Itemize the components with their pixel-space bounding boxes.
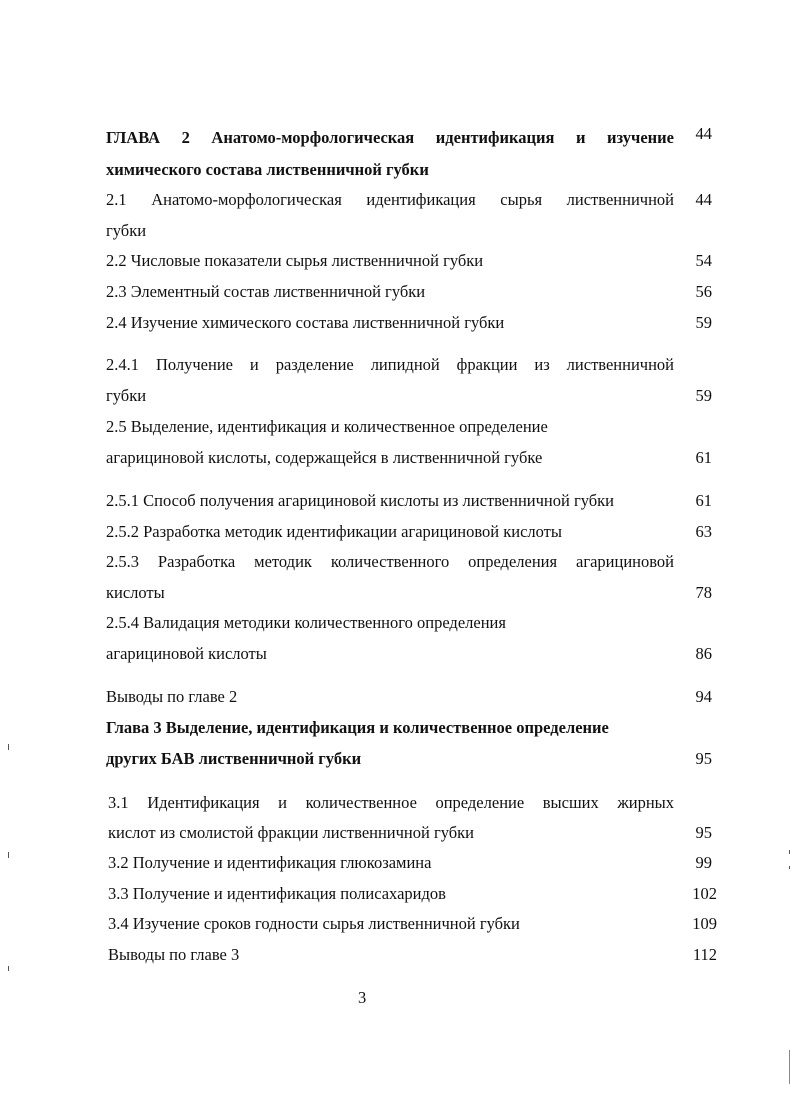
toc-page-ch3: 95 <box>695 749 712 768</box>
toc-entry-ch2-line1: ГЛАВА 2 Анатомо-морфологическая идентификация и изучение <box>106 128 674 147</box>
toc-entry-2-4-1-line1: 2.4.1 Получение и разделение липидной фракции из лиственничной <box>106 355 674 374</box>
scan-speck <box>789 866 790 869</box>
page-number: 3 <box>358 988 367 1007</box>
toc-entry-2-1-line2: губки <box>106 221 147 240</box>
toc-page-2-5: 61 <box>695 448 712 467</box>
toc-page-2-5-3: 78 <box>695 583 712 602</box>
toc-page-2-4: 59 <box>695 313 712 332</box>
toc-page-ch2: 44 <box>695 124 712 143</box>
toc-entry-ch3-line1: Глава 3 Выделение, идентификация и количественное определение <box>106 718 609 737</box>
toc-page-2-5-2: 63 <box>695 522 712 541</box>
scan-speck <box>8 744 9 750</box>
toc-page-2-5-1: 61 <box>695 491 712 510</box>
toc-entry-2-1-line1: 2.1 Анатомо-морфологическая идентификация сырья лиственничной <box>106 190 674 209</box>
toc-entry-ch3-line2: других БАВ лиственничной губки <box>106 749 362 768</box>
toc-entry-2-5-4-line2: агарициновой кислоты <box>106 644 267 663</box>
toc-entry-2-4: 2.4 Изучение химического состава лиственничной губки <box>106 313 505 332</box>
toc-entry-3-3: 3.3 Получение и идентификация полисахаридов <box>108 884 446 903</box>
toc-page-2-3: 56 <box>695 282 712 301</box>
toc-page-conclusions-3: 112 <box>692 945 717 964</box>
toc-entry-2-5-3-line2: кислоты <box>106 583 165 602</box>
scan-speck <box>789 850 790 854</box>
toc-entry-2-5-line1: 2.5 Выделение, идентификация и количественное определение <box>106 417 548 436</box>
toc-page-3-3: 102 <box>692 884 717 903</box>
scan-speck <box>8 852 9 858</box>
toc-entry-2-4-1-line2: губки <box>106 386 147 405</box>
toc-page-3-2: 99 <box>695 853 712 872</box>
scan-speck <box>789 1050 790 1084</box>
toc-entry-2-5-2: 2.5.2 Разработка методик идентификации агарициновой кислоты <box>106 522 562 541</box>
scan-speck <box>8 966 9 971</box>
toc-entry-3-2: 3.2 Получение и идентификация глюкозамина <box>108 853 432 872</box>
toc-entry-conclusions-3: Выводы по главе 3 <box>108 945 240 964</box>
toc-page-2-5-4: 86 <box>695 644 712 663</box>
toc-entry-2-5-4-line1: 2.5.4 Валидация методики количественного определения <box>106 613 506 632</box>
toc-page-3-1: 95 <box>695 823 712 842</box>
toc-entry-2-5-3-line1: 2.5.3 Разработка методик количественного определения агарициновой <box>106 552 674 571</box>
toc-entry-3-4: 3.4 Изучение сроков годности сырья лиственничной губки <box>108 914 520 933</box>
toc-entry-2-2: 2.2 Числовые показатели сырья лиственничной губки <box>106 251 484 270</box>
toc-page-2-1: 44 <box>695 190 712 209</box>
toc-entry-2-5-1: 2.5.1 Способ получения агарициновой кислоты из лиственничной губки <box>106 491 614 510</box>
toc-page-conclusions-2: 94 <box>695 687 712 706</box>
toc-entry-3-1-line1: 3.1 Идентификация и количественное определение высших жирных <box>108 793 674 812</box>
toc-entry-conclusions-2: Выводы по главе 2 <box>106 687 238 706</box>
toc-entry-3-1-line2: кислот из смолистой фракции лиственничной губки <box>108 823 475 842</box>
toc-page-2-4-1: 59 <box>695 386 712 405</box>
toc-entry-2-3: 2.3 Элементный состав лиственничной губки <box>106 282 426 301</box>
toc-entry-ch2-line2: химического состава лиственничной губки <box>106 160 429 179</box>
toc-entry-2-5-line2: агарициновой кислоты, содержащейся в лиственничной губке <box>106 448 543 467</box>
toc-page-3-4: 109 <box>692 914 717 933</box>
toc-page-2-2: 54 <box>695 251 712 270</box>
